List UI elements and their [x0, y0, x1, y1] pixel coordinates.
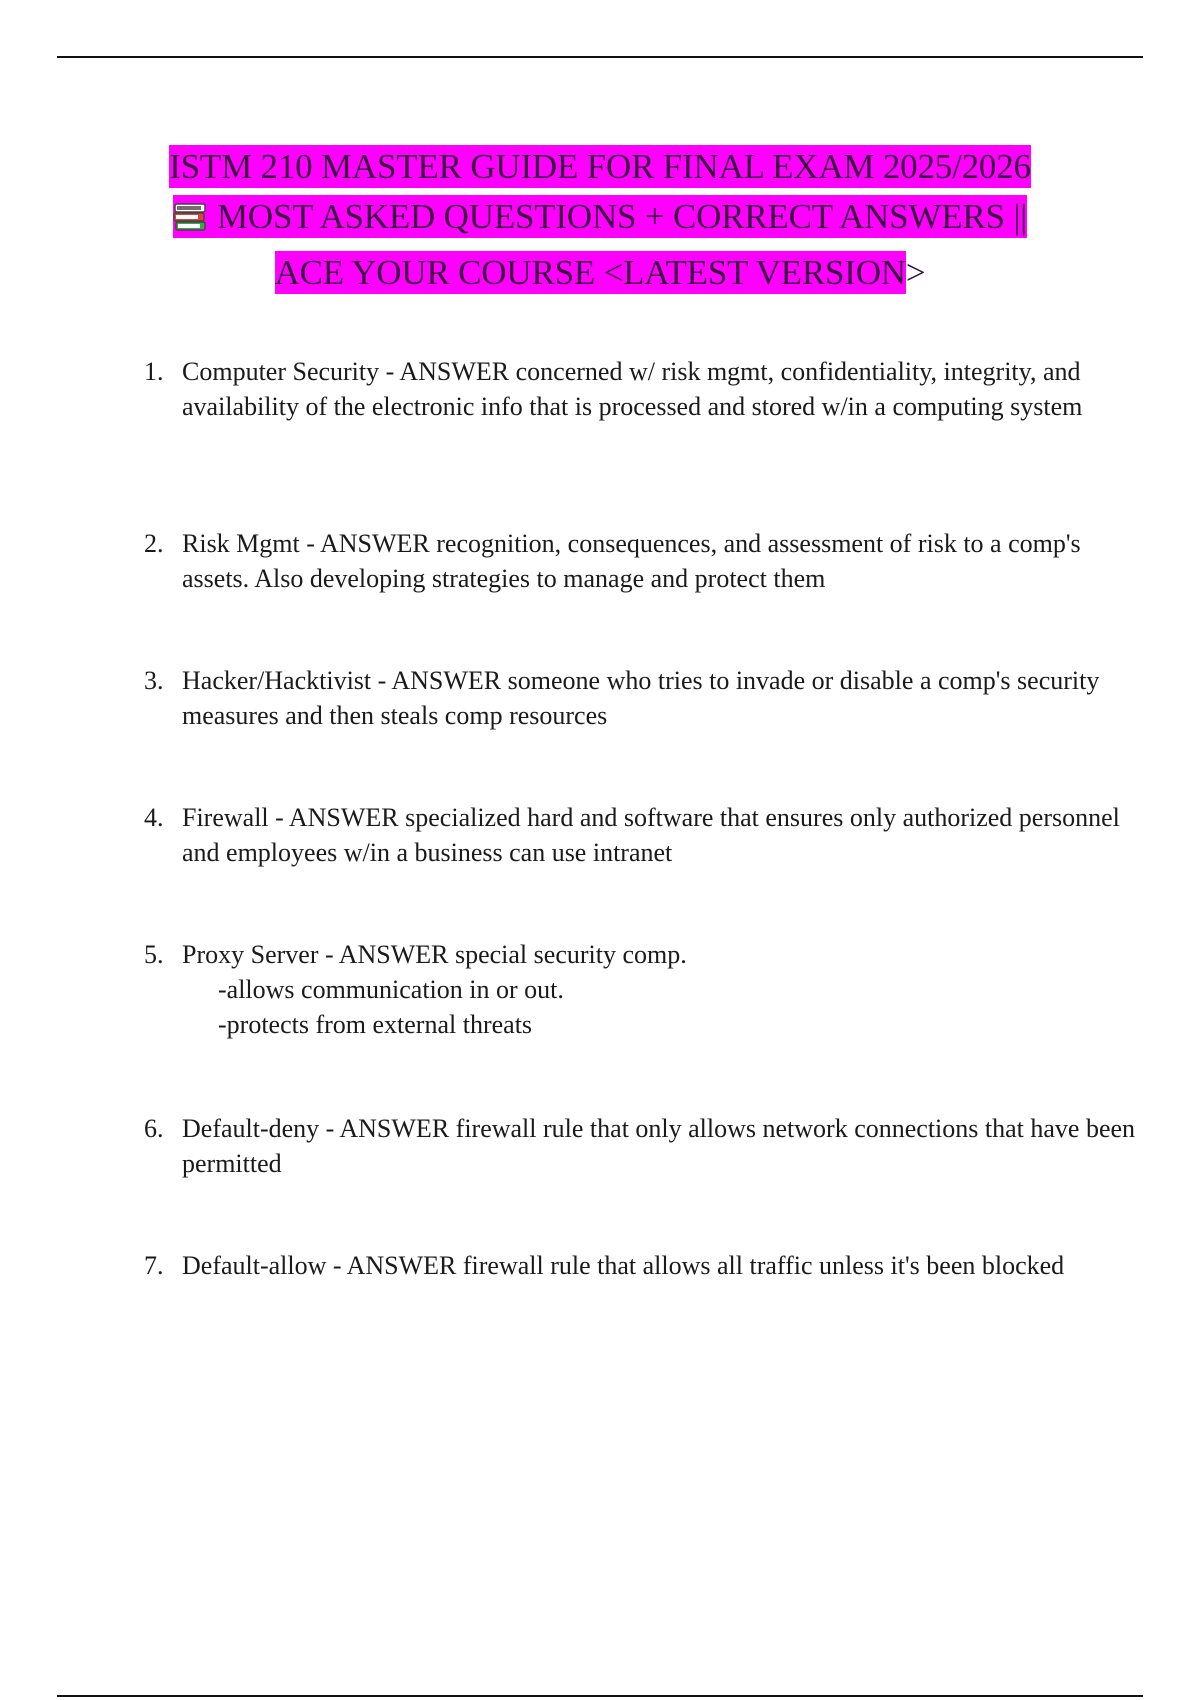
item-number: 5. [144, 940, 164, 969]
header-rule [57, 56, 1143, 58]
item-number: 2. [144, 529, 164, 558]
title-line-3: ACE YOUR COURSE <LATEST VERSION [274, 253, 906, 292]
title-line-3-tail: > [905, 253, 926, 292]
item-number: 6. [144, 1114, 164, 1143]
books-icon [173, 198, 207, 248]
document-title [140, 142, 1060, 298]
list-item [130, 937, 1142, 1042]
item-text: Default-deny - ANSWER firewall rule that only allows network connections that have been permitted [182, 1114, 1136, 1178]
list-item [130, 1111, 1142, 1181]
item-subline: -allows communication in or out. [218, 975, 564, 1004]
list-item [130, 663, 1142, 733]
item-number: 4. [144, 803, 164, 832]
list-item [130, 526, 1142, 596]
title-line-2: MOST ASKED QUESTIONS + CORRECT ANSWERS || [217, 197, 1027, 236]
item-text: Computer Security - ANSWER concerned w/ risk mgmt, confidentiality, integrity, and availability of the electronic info that is processed and stored w/in a computing system [182, 357, 1083, 421]
item-text: Hacker/Hacktivist - ANSWER someone who tries to invade or disable a comp's security measures and then steals comp resources [182, 666, 1100, 730]
list-item [130, 1248, 1142, 1283]
item-text: Firewall - ANSWER specialized hard and software that ensures only authorized personnel and employees w/in a business can use intranet [182, 803, 1120, 867]
item-text: Proxy Server - ANSWER special security comp. [182, 940, 687, 969]
item-subline: -protects from external threats [218, 1010, 533, 1039]
item-number: 3. [144, 666, 164, 695]
item-number: 1. [144, 357, 164, 386]
item-number: 7. [144, 1251, 164, 1280]
item-text: Default-allow - ANSWER firewall rule that allows all traffic unless it's been blocked [182, 1251, 1065, 1280]
footer-rule [57, 1695, 1143, 1697]
list-item [130, 354, 1142, 424]
item-text: Risk Mgmt - ANSWER recognition, consequences, and assessment of risk to a comp's assets. Also developing strategies to manage and protect them [182, 529, 1081, 593]
title-line-1: ISTM 210 MASTER GUIDE FOR FINAL EXAM 2025/2026 [169, 147, 1031, 186]
list-item [130, 800, 1142, 870]
